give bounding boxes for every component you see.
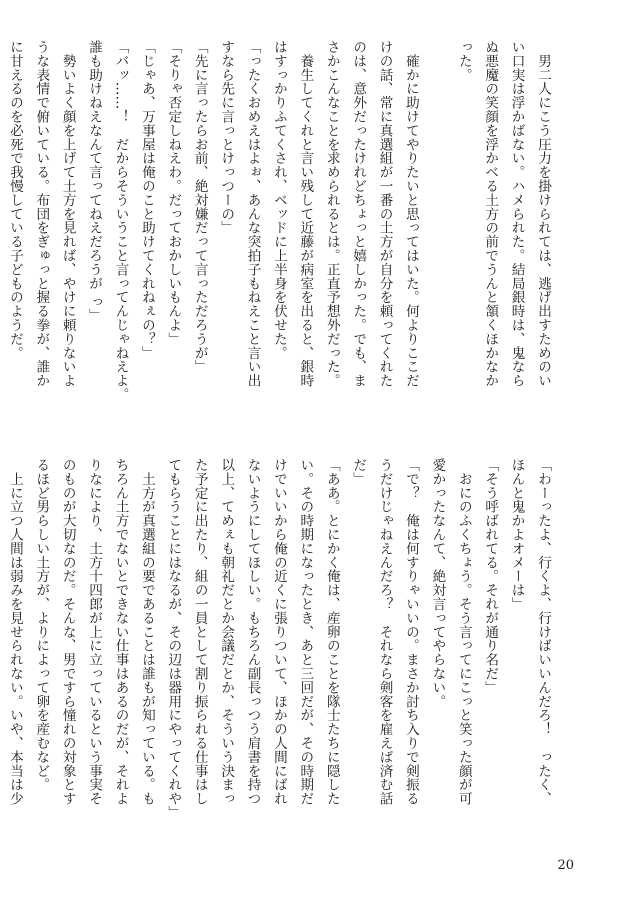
text-line: 「バッ……！ だからそういうこと言ってんじゃねえよ。 [112, 40, 129, 402]
text-line: だ」 [350, 458, 367, 486]
text-line: 男二人にこう圧力を掛けられては、逃げ出すためのい [535, 40, 551, 388]
text-line: のものが大切なのだ。そんな、男ですら憧れの対象とす [59, 458, 76, 806]
text-line: るほど男らしい土方が、よりによって卵を産むなど。 [33, 458, 50, 792]
text-line: ほんと鬼かよオメーは」 [508, 458, 525, 611]
text-line: 愛かったなんて、絶対言ってやらない。 [429, 458, 446, 709]
text-line: 「そりゃ否定しねえわ。だっておかしいもんよ」 [165, 40, 182, 346]
text-line: 誰も助けねえなんて言ってねえだろうが っ」 [86, 40, 103, 323]
text-line: うな表情で俯いている。布団をぎゅっと握る拳が、誰か [33, 40, 50, 388]
text-line: うだけじゃねえんだろ？ それなら剣客を雇えば済む話 [376, 458, 393, 806]
text-line: 以上、てめぇも朝礼だとか会議だとか、そういう決まっ [218, 458, 235, 806]
text-line: けの話、常に真選組が一番の土方が自分を頼ってくれた [376, 40, 393, 388]
text-line: けでいいから俺の近くに張りついて、ほかの人間にばれ [270, 458, 287, 806]
text-line: 土方が真選組の要であることは誰もが知っている。も [138, 458, 155, 806]
text-line: った。 [455, 40, 472, 82]
text-line: ないようにしてほしい。もちろん副長っつう肩書を持つ [244, 458, 261, 806]
text-line: に甘えるのを必死で我慢している子どものようだ。 [6, 40, 23, 360]
text-line: てもらうことにはなるが、その辺は器用にやってくれや」 [165, 458, 182, 820]
text-line: 「ああ。とにかく俺は、産卵のことを隊士たちに隠した [323, 458, 340, 806]
text-line: 勢いよく顔を上げて土方を見れば、やけに頼りないよ [59, 40, 76, 388]
text-line: い。その時期になったとき、あと三回だが、その時期だ [297, 458, 314, 806]
text-line: 上に立つ人間は弱みを見せられない。いや、本当は少 [6, 458, 23, 806]
text-line: りなにより、土方十四郎が上に立っているという事実そ [86, 458, 103, 806]
text-line: ちろん土方でないとできない仕事はあるのだが、それよ [112, 458, 129, 806]
bottom-text-block [6, 458, 556, 858]
text-line: おにのふくちょう。そう言ってにこっと笑った顔が可 [455, 458, 472, 806]
text-line: ぬ悪魔の笑顔を浮かべる土方の前でうんと頷くほかなか [482, 40, 499, 388]
text-line: 「じゃあ、万事屋は俺のこと助けてくれねぇの？」 [138, 40, 155, 360]
top-text-block [6, 40, 556, 440]
text-line: 「ったくおめえはよぉ、あんな突拍子もねえこと言い出 [244, 40, 261, 388]
text-line: 養生してくれと言い残して近藤が病室を出ると、銀時 [297, 40, 314, 388]
page-number: 20 [557, 858, 574, 873]
text-line: 「で？ 俺は何すりゃいいの。まさか討ち入りで剣振る [402, 458, 419, 806]
text-line: 「そう呼ばれてる。それが通り名だ」 [482, 458, 499, 695]
text-line: た予定に出たり、組の一員として割り振られる仕事はし [191, 458, 208, 806]
text-line: さかこんなことを求められるとは。正直予想外だった。 [323, 40, 340, 388]
text-line [424, 40, 450, 440]
text-line: すなら先に言っとけっつーの」 [218, 40, 235, 235]
text-line: 「先に言ったらお前、絶対嫌だって言っただろうが」 [191, 40, 208, 374]
text-line: はすっかりふてくされ、ベッドに上半身を伏せた。 [270, 40, 287, 360]
text-line: 確かに助けてやりたいと思ってはいた。何よりここだ [402, 40, 419, 388]
text-line: い口実は浮かばない。ハメられた。結局銀時は、鬼なら [508, 40, 525, 388]
text-line: 「わーったよ、行くよ、行けばいいんだろ！ ったく、 [535, 458, 551, 806]
text-line: のは、意外だったけれどちょっと嬉しかった。でも、ま [350, 40, 367, 388]
